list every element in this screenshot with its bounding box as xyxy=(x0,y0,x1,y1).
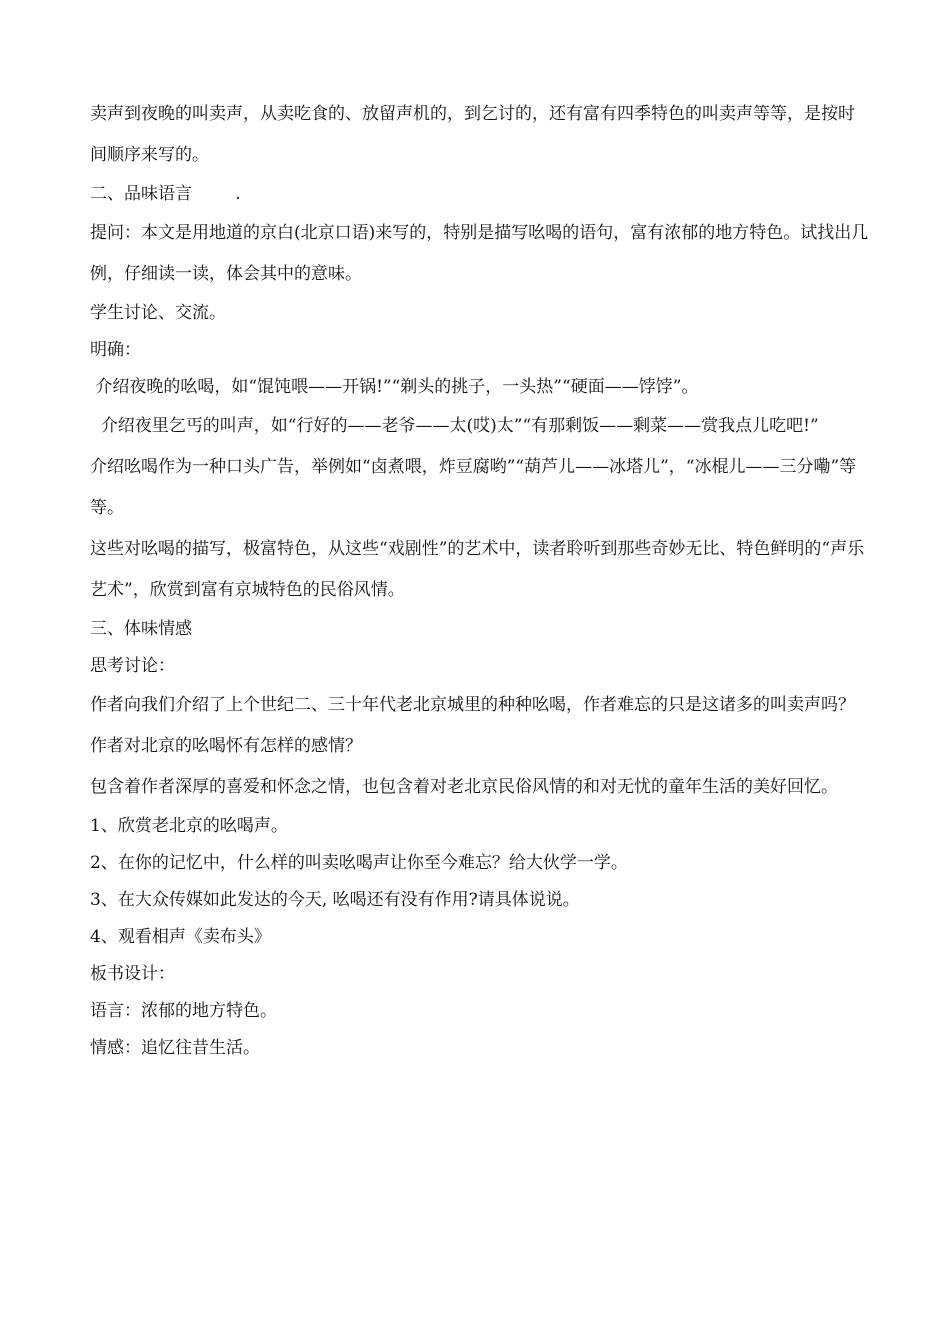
paragraph-oral-advertising: 介绍吆喝作为一种口头广告，举例如“卤煮喂，炸豆腐哟”“葫芦儿——冰塔儿”，“冰棍儿——三分嘞”等等。 xyxy=(90,457,857,518)
paragraph-peddling-summary: 卖声到夜晚的叫卖声，从卖吃食的、放留声机的，到乞讨的，还有富有四季特色的叫卖声等等，是按时间顺序来写的。 xyxy=(90,104,855,165)
paragraph-question-language: 提问：本文是用地道的京白(北京口语)来写的，特别是描写吆喝的语句，富有浓郁的地方特色。试找出几例，仔细读一读，体会其中的意味。 xyxy=(90,223,869,284)
list-item-2: 2、在你的记忆中，什么样的叫卖吆喝声让你至今难忘？给大伙学一学。 xyxy=(90,853,628,873)
section-heading-language: 二、品味语言 . xyxy=(90,184,241,204)
section-heading-emotion: 三、体味情感 xyxy=(90,619,192,639)
list-item-3: 3、在大众传媒如此发达的今天, 吆喝还有没有作用?请具体说说。 xyxy=(90,890,580,910)
paragraph-think-discuss-label: 思考讨论： xyxy=(90,656,175,676)
list-item-1: 1、欣赏老北京的吆喝声。 xyxy=(90,816,288,836)
paragraph-author-question: 作者向我们介绍了上个世纪二、三十年代老北京城里的种种吆喝，作者难忘的只是这诸多的叫卖声吗？作者对北京的吆喝怀有怎样的感情？ xyxy=(90,695,855,756)
paragraph-student-discussion: 学生讨论、交流。 xyxy=(90,303,226,323)
paragraph-night-calls: 介绍夜晚的吆喝，如“馄饨喂——开锅!”“剃头的挑子，一头热”“硬面——饽饽”。 xyxy=(90,377,699,397)
paragraph-clarify-label: 明确： xyxy=(90,340,141,360)
paragraph-board-emotion: 情感：追忆往昔生活。 xyxy=(90,1038,260,1058)
list-item-4: 4、观看相声《卖布头》 xyxy=(90,927,271,947)
paragraph-folk-art: 这些对吆喝的描写，极富特色，从这些“戏剧性”的艺术中，读者聆听到那些奇妙无比、特色鲜明的“声乐艺术”，欣赏到富有京城特色的民俗风情。 xyxy=(90,539,865,600)
paragraph-beggar-calls: 介绍夜里乞丐的叫声，如“行好的——老爷——太(哎)太”“有那剩饭——剩菜——赏我点儿吃吧!” xyxy=(90,416,819,436)
paragraph-board-language: 语言：浓郁的地方特色。 xyxy=(90,1001,277,1021)
paragraph-author-feelings: 包含着作者深厚的喜爱和怀念之情，也包含着对老北京民俗风情的和对无忧的童年生活的美好回忆。 xyxy=(90,777,838,797)
paragraph-board-design-label: 板书设计： xyxy=(90,964,175,984)
document-page xyxy=(90,94,870,1067)
